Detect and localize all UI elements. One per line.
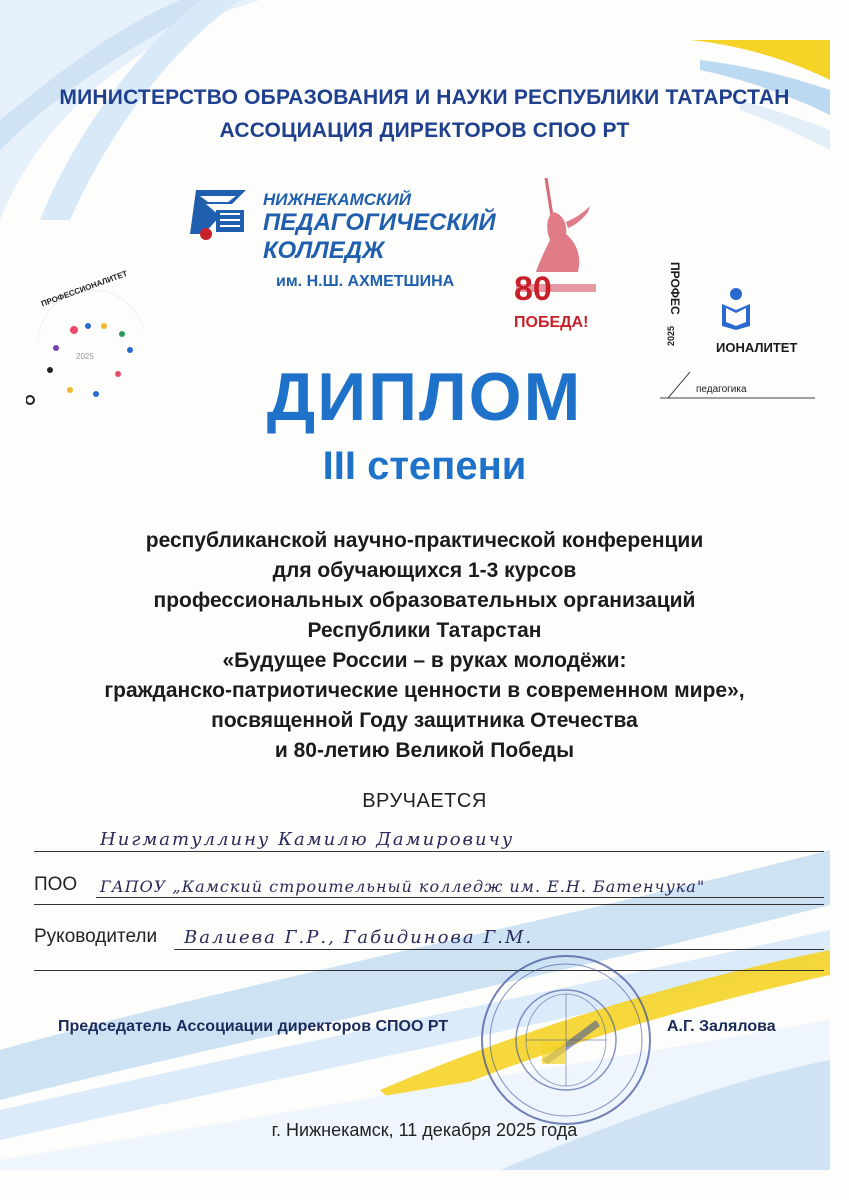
- awarded-label: ВРУЧАЕТСЯ: [362, 790, 487, 812]
- poo-underline: [96, 897, 824, 898]
- body-line: посвященной Году защитника Отечества: [211, 709, 638, 732]
- place-date: г. Нижнекамск, 11 декабря 2025 года: [271, 1120, 578, 1140]
- body-line: «Будущее России – в руках молодёжи:: [222, 649, 627, 672]
- ministry-header: МИНИСТЕРСТВО ОБРАЗОВАНИЯ И НАУКИ РЕСПУБЛИКИ ТАТАРСТАН: [59, 86, 790, 109]
- college-name-line4: им. Н.Ш. АХМЕТШИНА: [276, 273, 455, 290]
- profi-right-sub: педагогика: [696, 384, 747, 395]
- official-seal-icon: [476, 950, 656, 1130]
- poo-extra-line: [34, 904, 824, 905]
- poo-row: [34, 868, 824, 898]
- college-name-line2: ПЕДАГОГИЧЕСКИЙ: [263, 209, 496, 236]
- profi-right-vertical-label: ПРОФЕС: [668, 262, 682, 315]
- diploma-degree: III степени: [322, 444, 527, 488]
- supervisors-extra-line: [34, 970, 824, 971]
- recipient-name: Нигматуллину Камилю Дамировичу: [100, 829, 515, 850]
- college-emblem-icon: [186, 184, 260, 244]
- supervisors-row: [34, 920, 824, 950]
- body-line: и 80-летию Великой Победы: [274, 739, 575, 762]
- body-line: республиканской научно-практической конференции: [145, 529, 704, 552]
- victory-label: ПОБЕДА!: [514, 314, 589, 331]
- supervisors-label: Руководители: [34, 926, 158, 947]
- body-line: профессиональных образовательных организаций: [153, 589, 696, 612]
- conference-description: [0, 526, 849, 766]
- body-line: гражданско-патриотические ценности в современном мире»,: [104, 679, 745, 702]
- college-name-line1: НИЖНЕКАМСКИЙ: [263, 190, 411, 209]
- book-person-icon: [718, 286, 754, 330]
- poo-value: ГАПОУ „Камский строительный колледж им. Е.Н. Батенчука": [100, 877, 706, 896]
- diploma-title: ДИПЛОМ: [266, 359, 583, 435]
- college-name-line3: КОЛЛЕДЖ: [263, 237, 385, 264]
- recipient-underline: [34, 851, 824, 852]
- victory-number: 80: [514, 270, 552, 308]
- profi-left-label: ПРОФЕССИОНАЛИТЕТ: [40, 268, 129, 309]
- body-line: для обучающихся 1-3 курсов: [272, 559, 577, 582]
- profi-left-year: 2025: [76, 352, 94, 361]
- chair-name: А.Г. Залялова: [667, 1018, 776, 1035]
- profi-right-label: ИОНАЛИТЕТ: [716, 340, 798, 355]
- supervisors-value: Валиева Г.Р., Габидинова Г.М.: [184, 927, 534, 948]
- recipient-row: [34, 822, 824, 852]
- profi-right-year: 2025: [666, 325, 676, 346]
- poo-label: ПОО: [34, 874, 78, 895]
- body-line: Республики Татарстан: [307, 619, 542, 642]
- chair-label: Председатель Ассоциации директоров СПОО РТ: [58, 1018, 449, 1035]
- association-header: АССОЦИАЦИЯ ДИРЕКТОРОВ СПОО РТ: [219, 119, 630, 142]
